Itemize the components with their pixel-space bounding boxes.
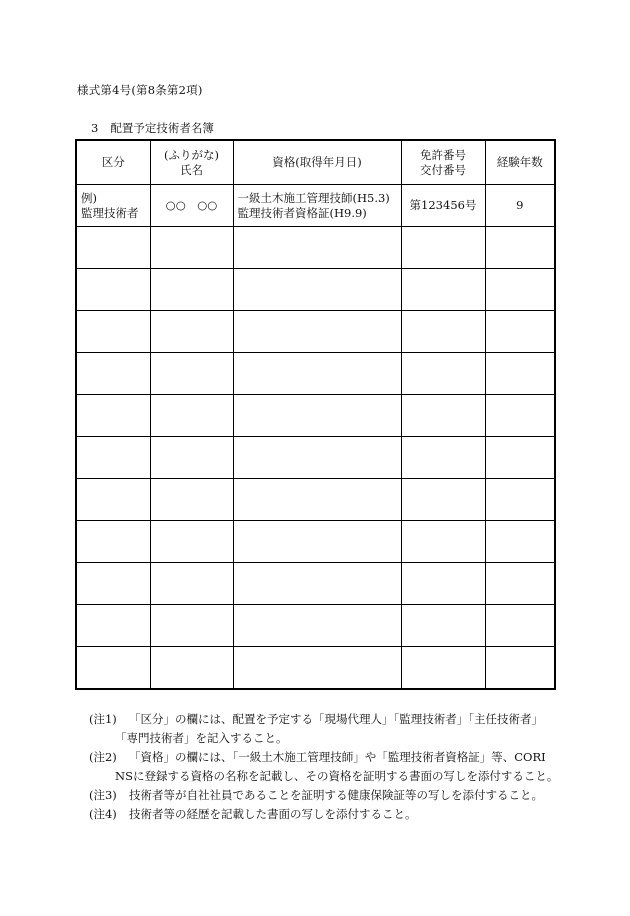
header-issue-number: 交付番号 [420,162,466,177]
table-row [76,353,555,395]
table-cell[interactable] [401,353,485,395]
table-cell[interactable] [485,479,555,521]
table-cell[interactable] [233,605,401,647]
example-experience: 9 [485,185,555,227]
header-name [150,140,233,185]
table-cell[interactable] [76,479,150,521]
table-cell[interactable] [401,605,485,647]
table-cell[interactable] [233,353,401,395]
note-text: 技術者等が自社社員であることを証明する健康保険証等の写しを添付すること。 [129,788,543,802]
note-tag: (注2) [89,750,117,764]
table-cell[interactable] [401,647,485,690]
note-item [89,710,569,729]
table-row [76,227,555,269]
table-row [76,437,555,479]
table-cell[interactable] [150,521,233,563]
table-cell[interactable] [76,311,150,353]
table-cell[interactable] [76,227,150,269]
table-row [76,563,555,605]
table-cell[interactable] [233,563,401,605]
example-category [76,185,150,227]
note-text-continuation: 「専門技術者」を記入すること。 [115,731,288,745]
note-item [89,748,569,767]
table-cell[interactable] [401,395,485,437]
table-row [76,521,555,563]
example-category-value: 監理技術者 [81,205,139,220]
table-cell[interactable] [150,311,233,353]
table-row [76,269,555,311]
table-cell[interactable] [233,521,401,563]
table-cell[interactable] [150,395,233,437]
table-cell[interactable] [76,563,150,605]
example-name: ○○ ○○ [150,185,233,227]
header-qualification: 資格(取得年月日) [233,140,401,185]
header-experience: 経験年数 [485,140,555,185]
table-cell[interactable] [150,227,233,269]
table-cell[interactable] [485,227,555,269]
note-item [89,805,569,824]
table-cell[interactable] [485,521,555,563]
table-cell[interactable] [401,437,485,479]
table-cell[interactable] [76,269,150,311]
table-cell[interactable] [150,437,233,479]
table-cell[interactable] [233,269,401,311]
table-cell[interactable] [150,563,233,605]
table-row [76,605,555,647]
table-cell[interactable] [485,605,555,647]
table-cell[interactable] [401,521,485,563]
table-cell[interactable] [76,437,150,479]
table-row [76,647,555,690]
example-category-prefix: 例) [81,190,97,205]
table-cell[interactable] [233,311,401,353]
table-cell[interactable] [150,479,233,521]
table-cell[interactable] [401,479,485,521]
note-text: 技術者等の経歴を記載した書面の写しを添付すること。 [129,807,417,821]
table-row [76,395,555,437]
note-text-continuation: NSに登録する資格の名称を記載し、その資格を証明する書面の写しを添付すること。 [115,769,559,783]
table-cell[interactable] [485,269,555,311]
table-cell[interactable] [150,647,233,690]
table-cell[interactable] [233,395,401,437]
example-qualification-1: 一級土木施工管理技師(H5.3) [237,190,390,205]
table-cell[interactable] [485,647,555,690]
section-number: 3 [91,121,99,135]
section-title: 配置予定技術者名簿 [110,121,214,135]
table-cell[interactable] [401,563,485,605]
table-cell[interactable] [76,521,150,563]
header-name-label: 氏名 [180,162,203,177]
note-text: 「資格」の欄には、「一級土木施工管理技師」や「監理技術者資格証」等、CORI [129,750,546,764]
table-cell[interactable] [485,437,555,479]
table-cell[interactable] [233,647,401,690]
note-tag: (注4) [89,807,117,821]
header-category: 区分 [76,140,150,185]
form-number: 様式第4号(第8条第2項) [77,83,203,97]
header-name-furigana: (ふりがな) [164,147,219,162]
note-tag: (注1) [89,712,117,726]
table-header-row [76,140,555,185]
table-cell[interactable] [401,311,485,353]
section-heading [91,120,214,136]
table-cell[interactable] [76,395,150,437]
header-license [401,140,485,185]
table-cell[interactable] [233,479,401,521]
table-cell[interactable] [150,353,233,395]
example-license: 第123456号 [401,185,485,227]
example-qualification-2: 監理技術者資格証(H9.9) [237,205,367,220]
technician-roster-table [75,139,556,690]
note-text: 「区分」の欄には、配置を予定する「現場代理人」「監理技術者」「主任技術者」 [129,712,543,726]
table-cell[interactable] [150,605,233,647]
header-license-number: 免許番号 [420,147,466,162]
example-qualification [233,185,401,227]
table-cell[interactable] [233,227,401,269]
table-cell[interactable] [401,269,485,311]
table-cell[interactable] [233,437,401,479]
table-cell[interactable] [401,227,485,269]
table-cell[interactable] [76,353,150,395]
notes-section [89,710,569,824]
table-row [76,311,555,353]
table-cell[interactable] [76,605,150,647]
example-row [76,185,555,227]
table-cell[interactable] [485,353,555,395]
table-cell[interactable] [485,311,555,353]
table-cell[interactable] [485,563,555,605]
table-cell[interactable] [485,395,555,437]
table-cell[interactable] [76,647,150,690]
table-row [76,479,555,521]
note-item [89,786,569,805]
note-tag: (注3) [89,788,117,802]
table-cell[interactable] [150,269,233,311]
